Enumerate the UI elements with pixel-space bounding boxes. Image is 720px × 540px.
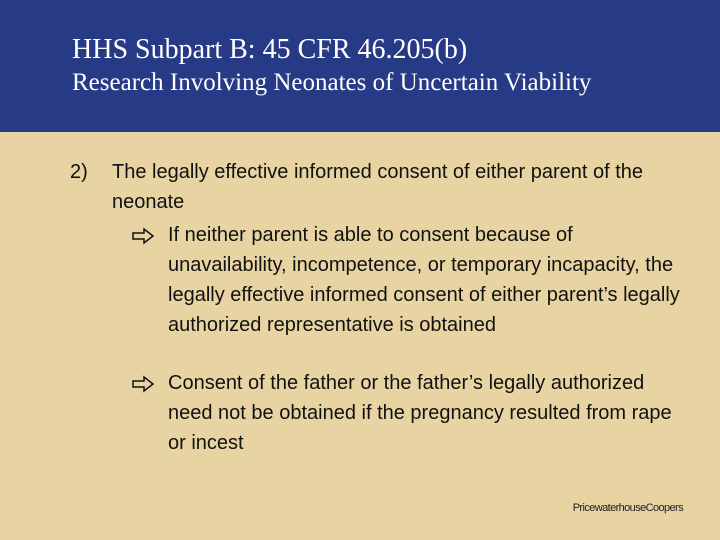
sub-bullet-2-text: Consent of the father or the father’s legally authorized need not be obtained if the pregnancy resulted from rape or incest	[168, 372, 672, 454]
slide-title: HHS Subpart B: 45 CFR 46.205(b)	[72, 34, 468, 65]
outline-arrow-right-icon	[131, 374, 155, 394]
outline-arrow-right-icon	[131, 226, 155, 246]
item-text: The legally effective informed consent of either parent of the neonate	[112, 161, 644, 213]
item-number: 2)	[70, 161, 88, 183]
sub-bullet-1-text: If neither parent is able to consent because of unavailability, incompetence, or temporary incapacity, the legally effective informed consent of either parent’s legally authorized representative is obtained	[168, 224, 680, 336]
title-banner	[0, 0, 720, 132]
slide-subtitle: Research Involving Neonates of Uncertain Viability	[72, 69, 592, 96]
company-logo: PricewaterhouseCoopers	[572, 502, 683, 514]
